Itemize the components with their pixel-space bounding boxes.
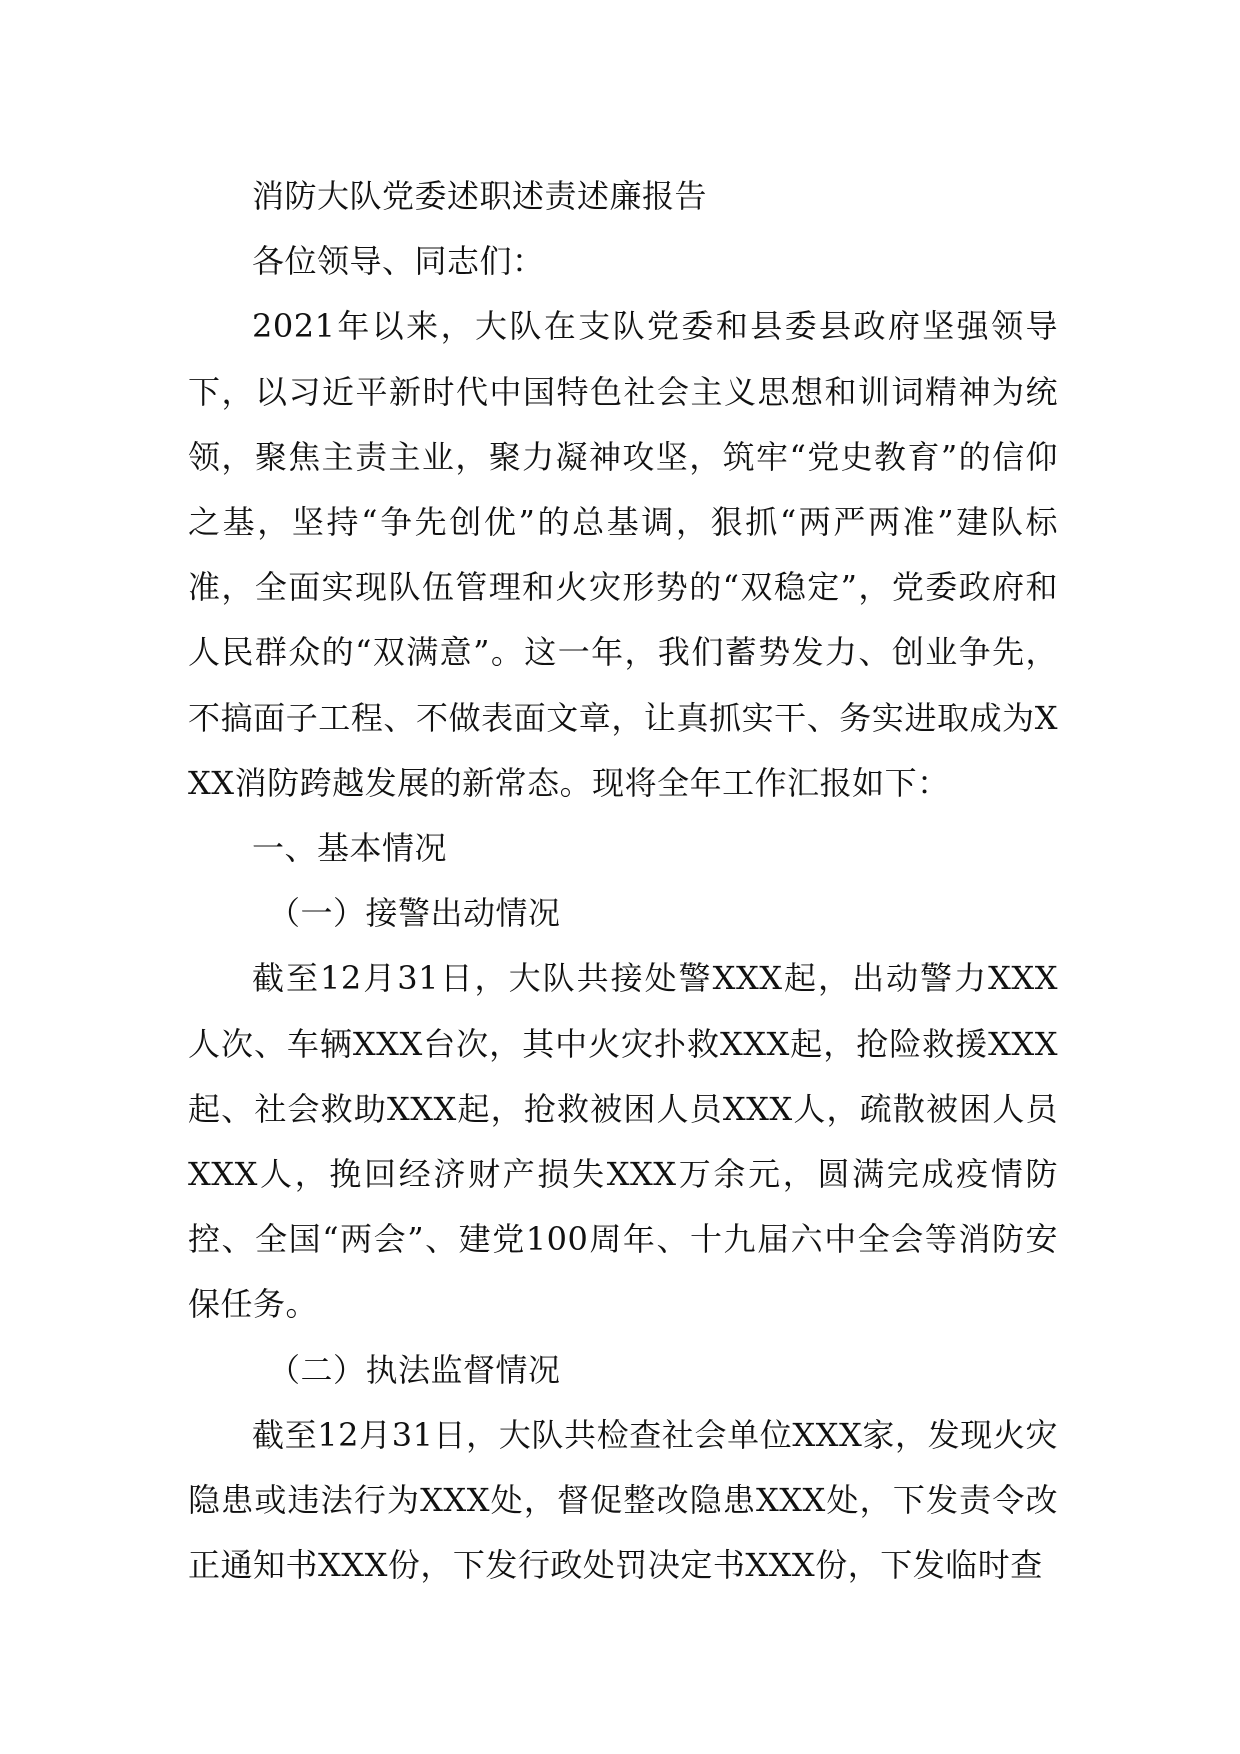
document-body [188,164,1058,1598]
salutation: 各位领导、同志们： [252,242,545,281]
intro-paragraph: 2021年以来，大队在支队党委和县委县政府坚强领导下，以习近平新时代中国特色社会主义思想和训词精神为统领，聚焦主责主业，聚力凝神攻坚，筑牢“党史教育”的信仰之基，坚持“争先创优”的总基调，狠抓“两严两准”建队标准，全面实现队伍管理和火灾形势的“双稳定”，党委政府和人民群众的“双满意”。这一年，我们蓄势发力、创业争先，不搞面子工程、不做表面文章，让真抓实干、务实进取成为XXX消防跨越发展的新常态。现将全年工作汇报如下： [188,307,1058,802]
subsection-heading-enforcement: （二）执法监督情况 [268,1350,561,1389]
section-heading-basic: 一、基本情况 [252,829,448,868]
document-title: 消防大队党委述职述责述廉报告 [252,177,708,215]
subsection-heading-dispatch: （一）接警出动情况 [268,894,561,933]
enforcement-paragraph: 截至12月31日，大队共检查社会单位XXX家，发现火灾隐患或违法行为XXX处，督促整改隐患XXX处，下发责令改正通知书XXX份，下发行政处罚决定书XXX份，下发临时查 [188,1415,1058,1585]
dispatch-paragraph: 截至12月31日，大队共接处警XXX起，出动警力XXX人次、车辆XXX台次，其中火灾扑救XXX起，抢险救援XXX起、社会救助XXX起，抢救被困人员XXX人，疏散被困人员XXX人，挽回经济财产损失XXX万余元，圆满完成疫情防控、全国“两会”、建党100周年、十九届六中全会等消防安保任务。 [188,959,1058,1324]
